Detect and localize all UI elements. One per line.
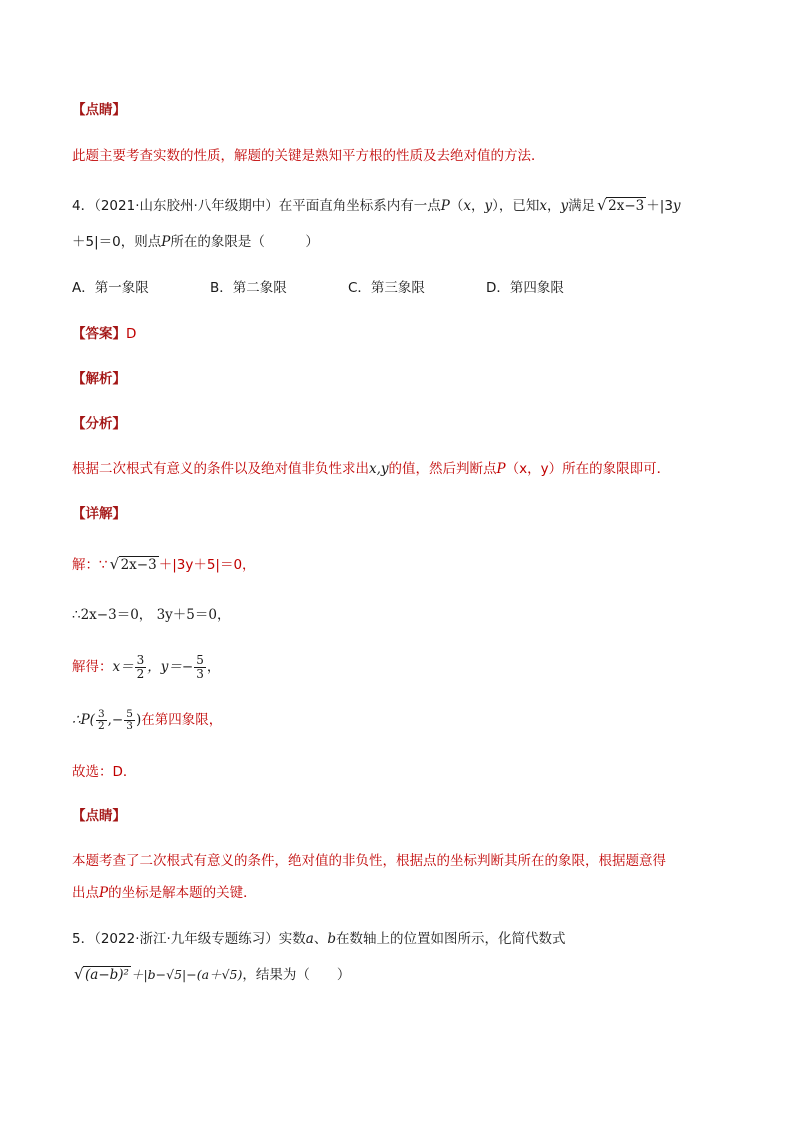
q4-number: 4． [72, 198, 95, 214]
q4-line-2 [72, 232, 319, 252]
q4-source: （2021·山东胶州·八年级期中） [94, 198, 279, 214]
xj3-end: ， [206, 659, 221, 675]
fenxi-text-c: 所在的象限即可． [562, 461, 671, 477]
q5-source: （2022·浙江·九年级专题练习） [94, 931, 279, 947]
q4-known-x: x [539, 198, 548, 214]
fenxi-xy: x,y [369, 461, 389, 477]
q5-sqrt-arg: (a−b)² [85, 967, 129, 983]
q4-sqrt-arg: 2x−3 [608, 198, 645, 214]
q5-a: a [305, 931, 314, 947]
xj4-frac-1: $\frac{3}{2}$ [97, 707, 105, 732]
xj4-frac-2: $\frac{5}{3}$ [126, 707, 133, 732]
q5-number: 5． [72, 931, 95, 947]
answer-label: 【答案】 [72, 326, 126, 342]
fenxi-heading: 【分析】 [72, 416, 126, 432]
xj3-x: x＝ [112, 659, 134, 675]
dianjing-text-1: 此题主要考查实数的性质，解题的关键是熟知平方根的性质及去绝对值的方法． [72, 148, 545, 164]
q4-option-c[interactable]: C．第三象限 [348, 280, 425, 296]
q4-text-a: 在平面直角坐标系内有一点 [278, 198, 441, 214]
xiangjie-line-5: 故选：D． [72, 764, 137, 780]
q4-point-p: P [440, 198, 450, 214]
q4-known-y: y [560, 198, 569, 214]
q4-var-y: y [484, 198, 493, 214]
xj4-tail: 在第四象限， [141, 712, 223, 728]
fenxi-p: P [496, 461, 506, 477]
xiangjie-line-2: ∴2x−3＝0， 3y＋5＝0， [72, 607, 231, 623]
q4-options [72, 278, 624, 298]
q4-sqrt: √ 2x−3 [597, 196, 645, 214]
q4-abs-part: ＋|3 [646, 198, 673, 214]
q4-comma: ， [471, 198, 485, 214]
q5-expr-mid: ＋|b−√5|−(a＋√5) [130, 967, 243, 982]
q4-known-sep: ， [547, 198, 561, 214]
q5-b: b [327, 931, 337, 947]
xj4-close: ) [135, 712, 142, 728]
xiangjie-heading: 【详解】 [72, 506, 126, 522]
dianjing-heading-1: 【点睛】 [72, 102, 126, 118]
q5-text-b: 在数轴上的位置如图所示，化简代数式 [336, 931, 566, 947]
xiangjie-line-4 [72, 705, 222, 735]
xj3-frac-2: $\frac{5}{3}$ [196, 652, 204, 681]
dj2-p: P [99, 885, 109, 901]
xj3-frac-1: $\frac{3}{2}$ [136, 652, 145, 681]
dianjing2-line-2 [72, 883, 257, 903]
xj3-mid: ，y＝− [147, 659, 194, 675]
q4-option-d[interactable]: D．第四象限 [486, 280, 564, 296]
q4-abs-y: y [672, 198, 681, 214]
xj1-sqrt: √ 2x−3 [109, 555, 157, 573]
q4-line2-p: P [161, 234, 171, 250]
answer-value: D [126, 326, 137, 342]
jiexi-heading: 【解析】 [72, 371, 126, 387]
dianjing2-line-1: 本题考查了二次根式有意义的条件，绝对值的非负性，根据点的坐标判断其所在的象限，根据题意得 [72, 853, 666, 869]
q4-paren-open: （ [449, 198, 464, 214]
q4-line-1 [72, 196, 681, 216]
q4-option-a[interactable]: A．第一象限 [72, 280, 149, 296]
q5-expr-tail: ，结果为（ ） [242, 967, 351, 983]
q5-sep: 、 [313, 931, 328, 947]
dj2-b: 的坐标是解本题的关键． [108, 885, 257, 901]
xj4-prefix: ∴P( [72, 712, 95, 728]
q5-line-1 [72, 929, 566, 949]
fenxi-text-b: 的值，然后判断点 [388, 461, 497, 477]
xiangjie-line-3 [72, 650, 220, 684]
q5-line-2 [72, 965, 350, 985]
q5-sqrt: √ (a−b)² [74, 965, 129, 983]
q4-line2-text: ＋5|＝0，则点 [72, 234, 162, 250]
xj3-prefix: 解得： [72, 659, 113, 675]
xj1-prefix: 解：∵ [72, 557, 108, 573]
xj1-tail: ＋|3y＋5|＝0， [158, 557, 256, 573]
dj2-a: 出点 [72, 885, 99, 901]
answer-line [72, 324, 136, 344]
fenxi-text-a: 根据二次根式有意义的条件以及绝对值非负性求出 [72, 461, 369, 477]
q4-var-x: x [463, 198, 472, 214]
dianjing-heading-2: 【点睛】 [72, 808, 126, 824]
xiangjie-line-1 [72, 555, 256, 575]
fenxi-coords: （x，y） [505, 461, 563, 477]
xj4-sep: ,− [107, 712, 124, 728]
q4-paren-close: ），已知 [492, 198, 540, 214]
q4-satisfy: 满足 [568, 198, 596, 214]
fenxi-text [72, 459, 670, 479]
q4-line2-tail: 所在的象限是（ ） [170, 234, 319, 250]
q4-option-b[interactable]: B．第二象限 [210, 280, 287, 296]
xj1-sqrt-arg: 2x−3 [120, 557, 157, 573]
q5-text-a: 实数 [278, 931, 306, 947]
